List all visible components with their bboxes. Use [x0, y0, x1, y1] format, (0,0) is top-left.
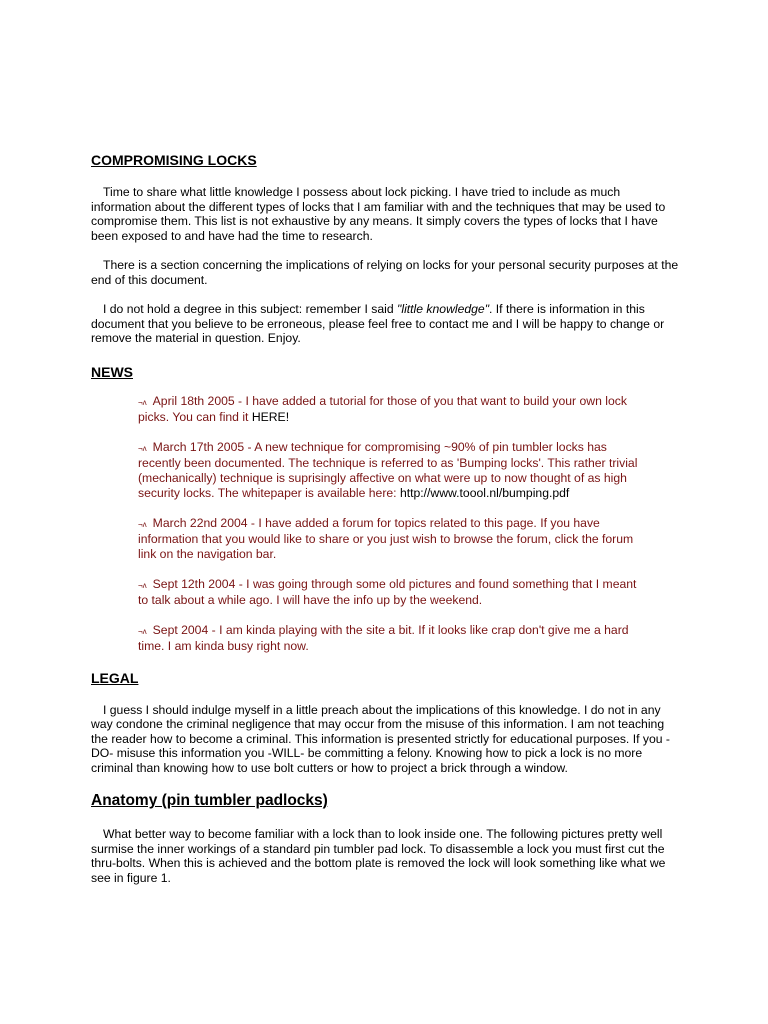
news-text: Sept 2004 - I am kinda playing with the site a bit. If it looks like crap don't give me a hard time. I am kinda busy right now.: [138, 622, 629, 653]
bullet-icon: ¬ʌ: [138, 519, 147, 529]
little-knowledge-quote: "little knowledge": [397, 302, 490, 316]
anatomy-paragraph: What better way to become familiar with a lock than to look inside one. The following pictures pretty well surmise the inner workings of a standard pin tumbler pad lock. To disassemble a lock you must first cut the thru-bolts. When this is achieved and the bottom plate is removed the lock will look something like what we see in figure 1.: [91, 827, 666, 885]
bullet-icon: ¬ʌ: [138, 397, 147, 407]
news-list: [91, 394, 638, 654]
heading-legal: LEGAL: [91, 669, 139, 686]
bullet-icon: ¬ʌ: [138, 580, 147, 590]
intro-paragraph-3: [91, 302, 681, 346]
news-item: [138, 440, 638, 501]
news-item: [138, 577, 638, 608]
news-link-here[interactable]: HERE!: [251, 409, 290, 424]
news-text: Sept 12th 2004 - I was going through some old pictures and found something that I meant to talk about a while ago. I will have the info up by the weekend.: [138, 576, 637, 607]
heading-compromising-locks: COMPROMISING LOCKS: [91, 152, 257, 168]
news-text: April 18th 2005 - I have added a tutorial for those of you that want to build your own lock picks. You can find it: [138, 393, 627, 424]
intro-paragraph-2: There is a section concerning the implications of relying on locks for your personal security purposes at the end of this document.: [91, 258, 679, 287]
intro3-after: . If there is information in this document that you believe to be erroneous, please feel free to contact me and I will be happy to change or remove the material in question. Enjoy.: [91, 302, 665, 345]
heading-anatomy: Anatomy (pin tumbler padlocks): [91, 792, 328, 809]
bullet-icon: ¬ʌ: [138, 626, 147, 636]
news-item: [138, 623, 638, 654]
intro3-before: I do not hold a degree in this subject: remember I said: [103, 302, 398, 316]
bullet-icon: ¬ʌ: [138, 443, 147, 453]
legal-paragraph: I guess I should indulge myself in a little preach about the implications of this knowledge. I do not in any way condone the criminal negligence that may occur from the misuse of this information. I am not teaching the reader how to become a criminal. This information is presented strictly for educational purposes. If you -DO- misuse this information you -WILL- be committing a felony. Knowing how to pick a lock is no more criminal than knowing how to use bolt cutters or how to project a brick through a window.: [91, 702, 670, 775]
heading-news: NEWS: [91, 363, 133, 380]
news-text: March 17th 2005 - A new technique for compromising ~90% of pin tumbler locks has recently been documented. The technique is referred to as 'Bumping locks'. This rather trivial (mechanically) technique is suprisingly affective on what were up to now thought of as high security locks. The whitepaper is available here:: [138, 439, 638, 500]
news-link-bumping-pdf[interactable]: http://www.toool.nl/bumping.pdf: [399, 485, 570, 500]
document-content: [91, 150, 681, 885]
intro-paragraph-1: Time to share what little knowledge I possess about lock picking. I have tried to include as much information about the different types of locks that I am familiar with and the techniques that may be used to compromise them. This list is not exhaustive by any means. It simply covers the types of locks that I have been exposed to and have had the time to research.: [91, 185, 666, 243]
news-text: March 22nd 2004 - I have added a forum for topics related to this page. If you have information that you would like to share or you just wish to browse the forum, click the forum link on the navigation bar.: [138, 515, 634, 561]
news-item: [138, 394, 638, 425]
news-item: [138, 516, 638, 562]
